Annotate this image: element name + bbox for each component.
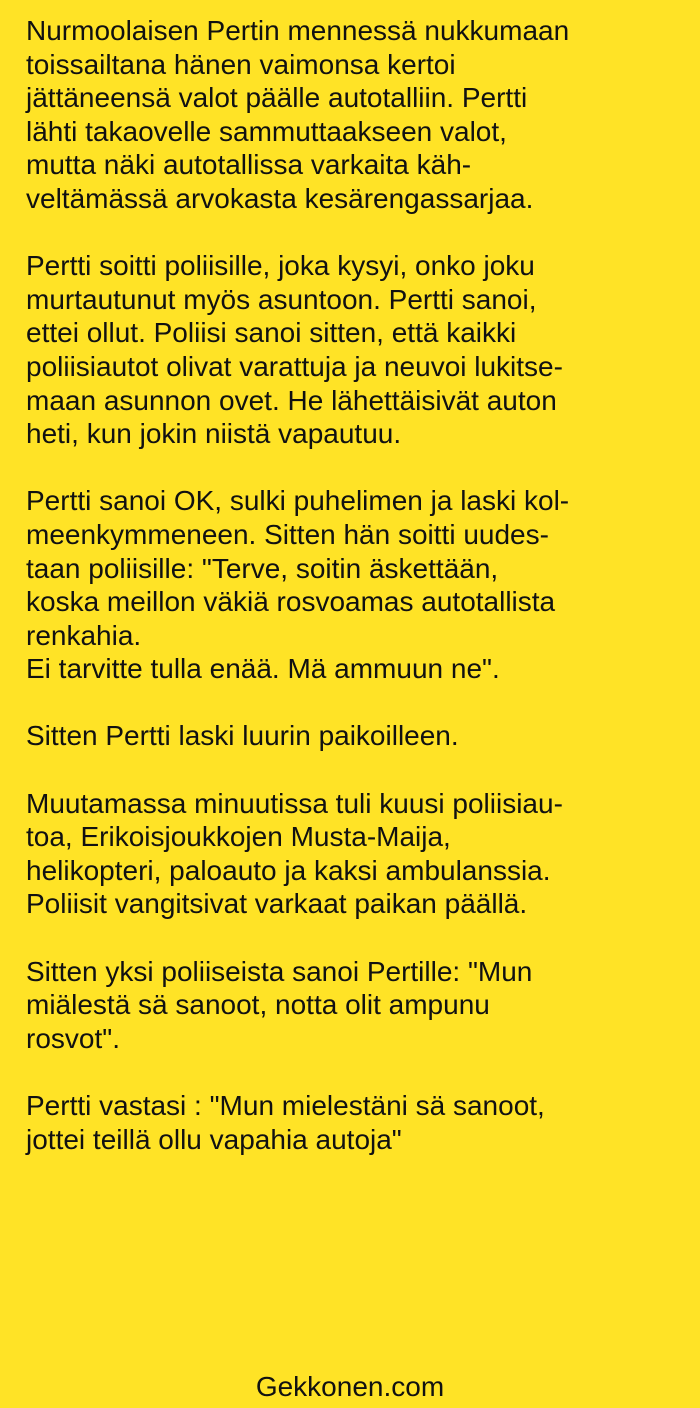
text-line: veltämässä arvokasta kesärengassarjaa. — [26, 182, 534, 214]
text-line: jättäneensä valot päälle autotalliin. Pertti — [26, 82, 528, 114]
paragraph-gap — [26, 753, 694, 787]
text-line: toa, Erikoisjoukkojen Musta-Maija, — [26, 821, 451, 853]
site-watermark: Gekkonen.com — [255, 1371, 445, 1402]
paragraph — [26, 14, 694, 216]
text-line: renkahia. — [26, 619, 142, 651]
paragraph-gap — [26, 686, 694, 720]
paragraph-gap — [26, 921, 694, 955]
text-line: Sitten yksi poliiseista sanoi Pertille: "Mun — [26, 955, 533, 987]
text-line: Poliisit vangitsivat varkaat paikan päällä. — [26, 888, 528, 920]
text-line: miälestä sä sanoot, notta olit ampunu — [26, 989, 490, 1021]
text-line: Pertti sanoi OK, sulki puhelimen ja laski kol- — [26, 485, 570, 517]
text-line: taan poliisille: "Terve, soitin äskettään, — [26, 552, 499, 584]
paragraph — [26, 249, 694, 451]
text-line: Nurmoolaisen Pertin mennessä nukkumaan — [26, 15, 570, 46]
text-line: ettei ollut. Poliisi sanoi sitten, että kaikki — [26, 317, 517, 349]
text-line: Ei tarvitte tulla enää. Mä ammuun ne". — [26, 653, 500, 685]
text-line: heti, kun jokin niistä vapautuu. — [26, 418, 402, 450]
text-line: maan asunnon ovet. He lähettäisivät auton — [26, 384, 557, 416]
paragraph — [26, 484, 694, 686]
joke-text — [26, 14, 694, 1156]
paragraph — [26, 1089, 694, 1156]
paragraph — [26, 955, 694, 1056]
text-line: mutta näki autotallissa varkaita käh- — [26, 149, 472, 181]
paragraph-gap — [26, 216, 694, 250]
paragraph — [26, 787, 694, 921]
text-line: meenkymmeneen. Sitten hän soitti uudes- — [26, 518, 549, 550]
text-line: rosvot". — [26, 1022, 120, 1054]
text-line: lähti takaovelle sammuttaakseen valot, — [26, 115, 507, 147]
text-line: murtautunut myös asuntoon. Pertti sanoi, — [26, 283, 537, 315]
text-line: Pertti vastasi : "Mun mielestäni sä sanoot, — [26, 1090, 545, 1121]
text-line: Pertti soitti poliisille, joka kysyi, onko joku — [26, 250, 535, 282]
text-line: koska meillon väkiä rosvoamas autotallista — [26, 586, 556, 618]
text-line: poliisiautot olivat varattuja ja neuvoi lukitse- — [26, 350, 563, 382]
paragraph-gap — [26, 1055, 694, 1089]
paragraph-gap — [26, 451, 694, 485]
text-line: toissailtana hänen vaimonsa kertoi — [26, 48, 456, 80]
text-line: Muutamassa minuutissa tuli kuusi poliisiau- — [26, 787, 563, 819]
text-line: jottei teillä ollu vapahia autoja" — [26, 1123, 402, 1155]
text-line: helikopteri, paloauto ja kaksi ambulanssia. — [26, 854, 551, 886]
paragraph — [26, 719, 694, 753]
text-line: Sitten Pertti laski luurin paikoilleen. — [26, 720, 459, 752]
